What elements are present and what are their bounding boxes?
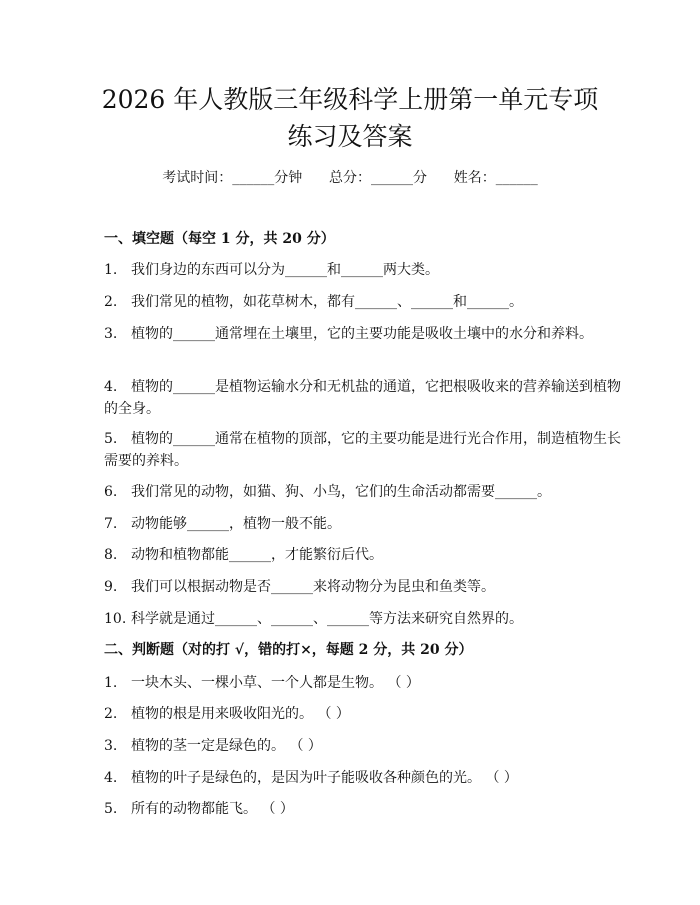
question-item bbox=[104, 735, 624, 757]
question-text: 植物的______通常在植物的顶部，它的主要功能是进行光合作用，制造植物生长需要的养料。 bbox=[104, 431, 621, 469]
section-2-heading: 二、判断题（对的打 √，错的打×，每题 2 分，共 20 分） bbox=[104, 642, 473, 658]
question-text: 植物的叶子是绿色的，是因为叶子能吸收各种颜色的光。 （ ） bbox=[131, 770, 518, 786]
question-item bbox=[104, 544, 624, 566]
question-number: 4. bbox=[104, 379, 118, 395]
question-number: 4. bbox=[104, 770, 118, 786]
question-item bbox=[104, 703, 624, 725]
question-item bbox=[104, 323, 624, 345]
question-text: 植物的______通常埋在土壤里，它的主要功能是吸收土壤中的水分和养料。 bbox=[131, 326, 593, 342]
question-item bbox=[104, 259, 624, 281]
question-item bbox=[104, 291, 624, 313]
question-text: 我们身边的东西可以分为______和______两大类。 bbox=[131, 262, 439, 278]
question-item bbox=[104, 672, 624, 694]
question-number: 5. bbox=[104, 431, 118, 447]
question-text: 所有的动物都能飞。 （ ） bbox=[131, 801, 294, 817]
section-1-heading: 一、填空题（每空 1 分，共 20 分） bbox=[104, 231, 335, 247]
question-number: 2. bbox=[104, 294, 118, 310]
question-number: 6. bbox=[104, 484, 118, 500]
question-number: 5. bbox=[104, 801, 118, 817]
question-number: 2. bbox=[104, 706, 118, 722]
question-text: 动物能够______，植物一般不能。 bbox=[131, 516, 341, 532]
question-item bbox=[104, 608, 624, 630]
question-number: 9. bbox=[104, 579, 118, 595]
document-title-line-2: 练习及答案 bbox=[287, 122, 413, 151]
question-item bbox=[104, 798, 624, 820]
exam-meta-line: 考试时间：______分钟 总分：______分 姓名：______ bbox=[162, 170, 538, 186]
question-item bbox=[104, 767, 624, 789]
question-number: 1. bbox=[104, 262, 118, 278]
question-item bbox=[104, 428, 624, 472]
question-number: 1. bbox=[104, 675, 118, 691]
question-item bbox=[104, 513, 624, 535]
question-text: 一块木头、一棵小草、一个人都是生物。 （ ） bbox=[131, 675, 420, 691]
question-text: 植物的根是用来吸收阳光的。 （ ） bbox=[131, 706, 350, 722]
question-text: 我们可以根据动物是否______来将动物分为昆虫和鱼类等。 bbox=[131, 579, 495, 595]
question-number: 7. bbox=[104, 516, 118, 532]
question-text: 动物和植物都能______，才能繁衍后代。 bbox=[131, 547, 383, 563]
question-number: 3. bbox=[104, 326, 118, 342]
question-number: 3. bbox=[104, 738, 118, 754]
question-item bbox=[104, 576, 624, 598]
document-title-line-1: 2026 年人教版三年级科学上册第一单元专项 bbox=[101, 85, 599, 114]
question-text: 植物的______是植物运输水分和无机盐的通道，它把根吸收来的营养输送到植物的全身。 bbox=[104, 379, 621, 417]
question-text: 植物的茎一定是绿色的。 （ ） bbox=[131, 738, 322, 754]
question-number: 10. bbox=[104, 611, 127, 627]
question-text: 我们常见的植物，如花草树木，都有______、______和______。 bbox=[131, 294, 523, 310]
question-text: 我们常见的动物，如猫、狗、小鸟，它们的生命活动都需要______。 bbox=[131, 484, 551, 500]
question-text: 科学就是通过______、______、______等方法来研究自然界的。 bbox=[131, 611, 523, 627]
question-item bbox=[104, 376, 624, 420]
question-number: 8. bbox=[104, 547, 118, 563]
question-item bbox=[104, 481, 624, 503]
